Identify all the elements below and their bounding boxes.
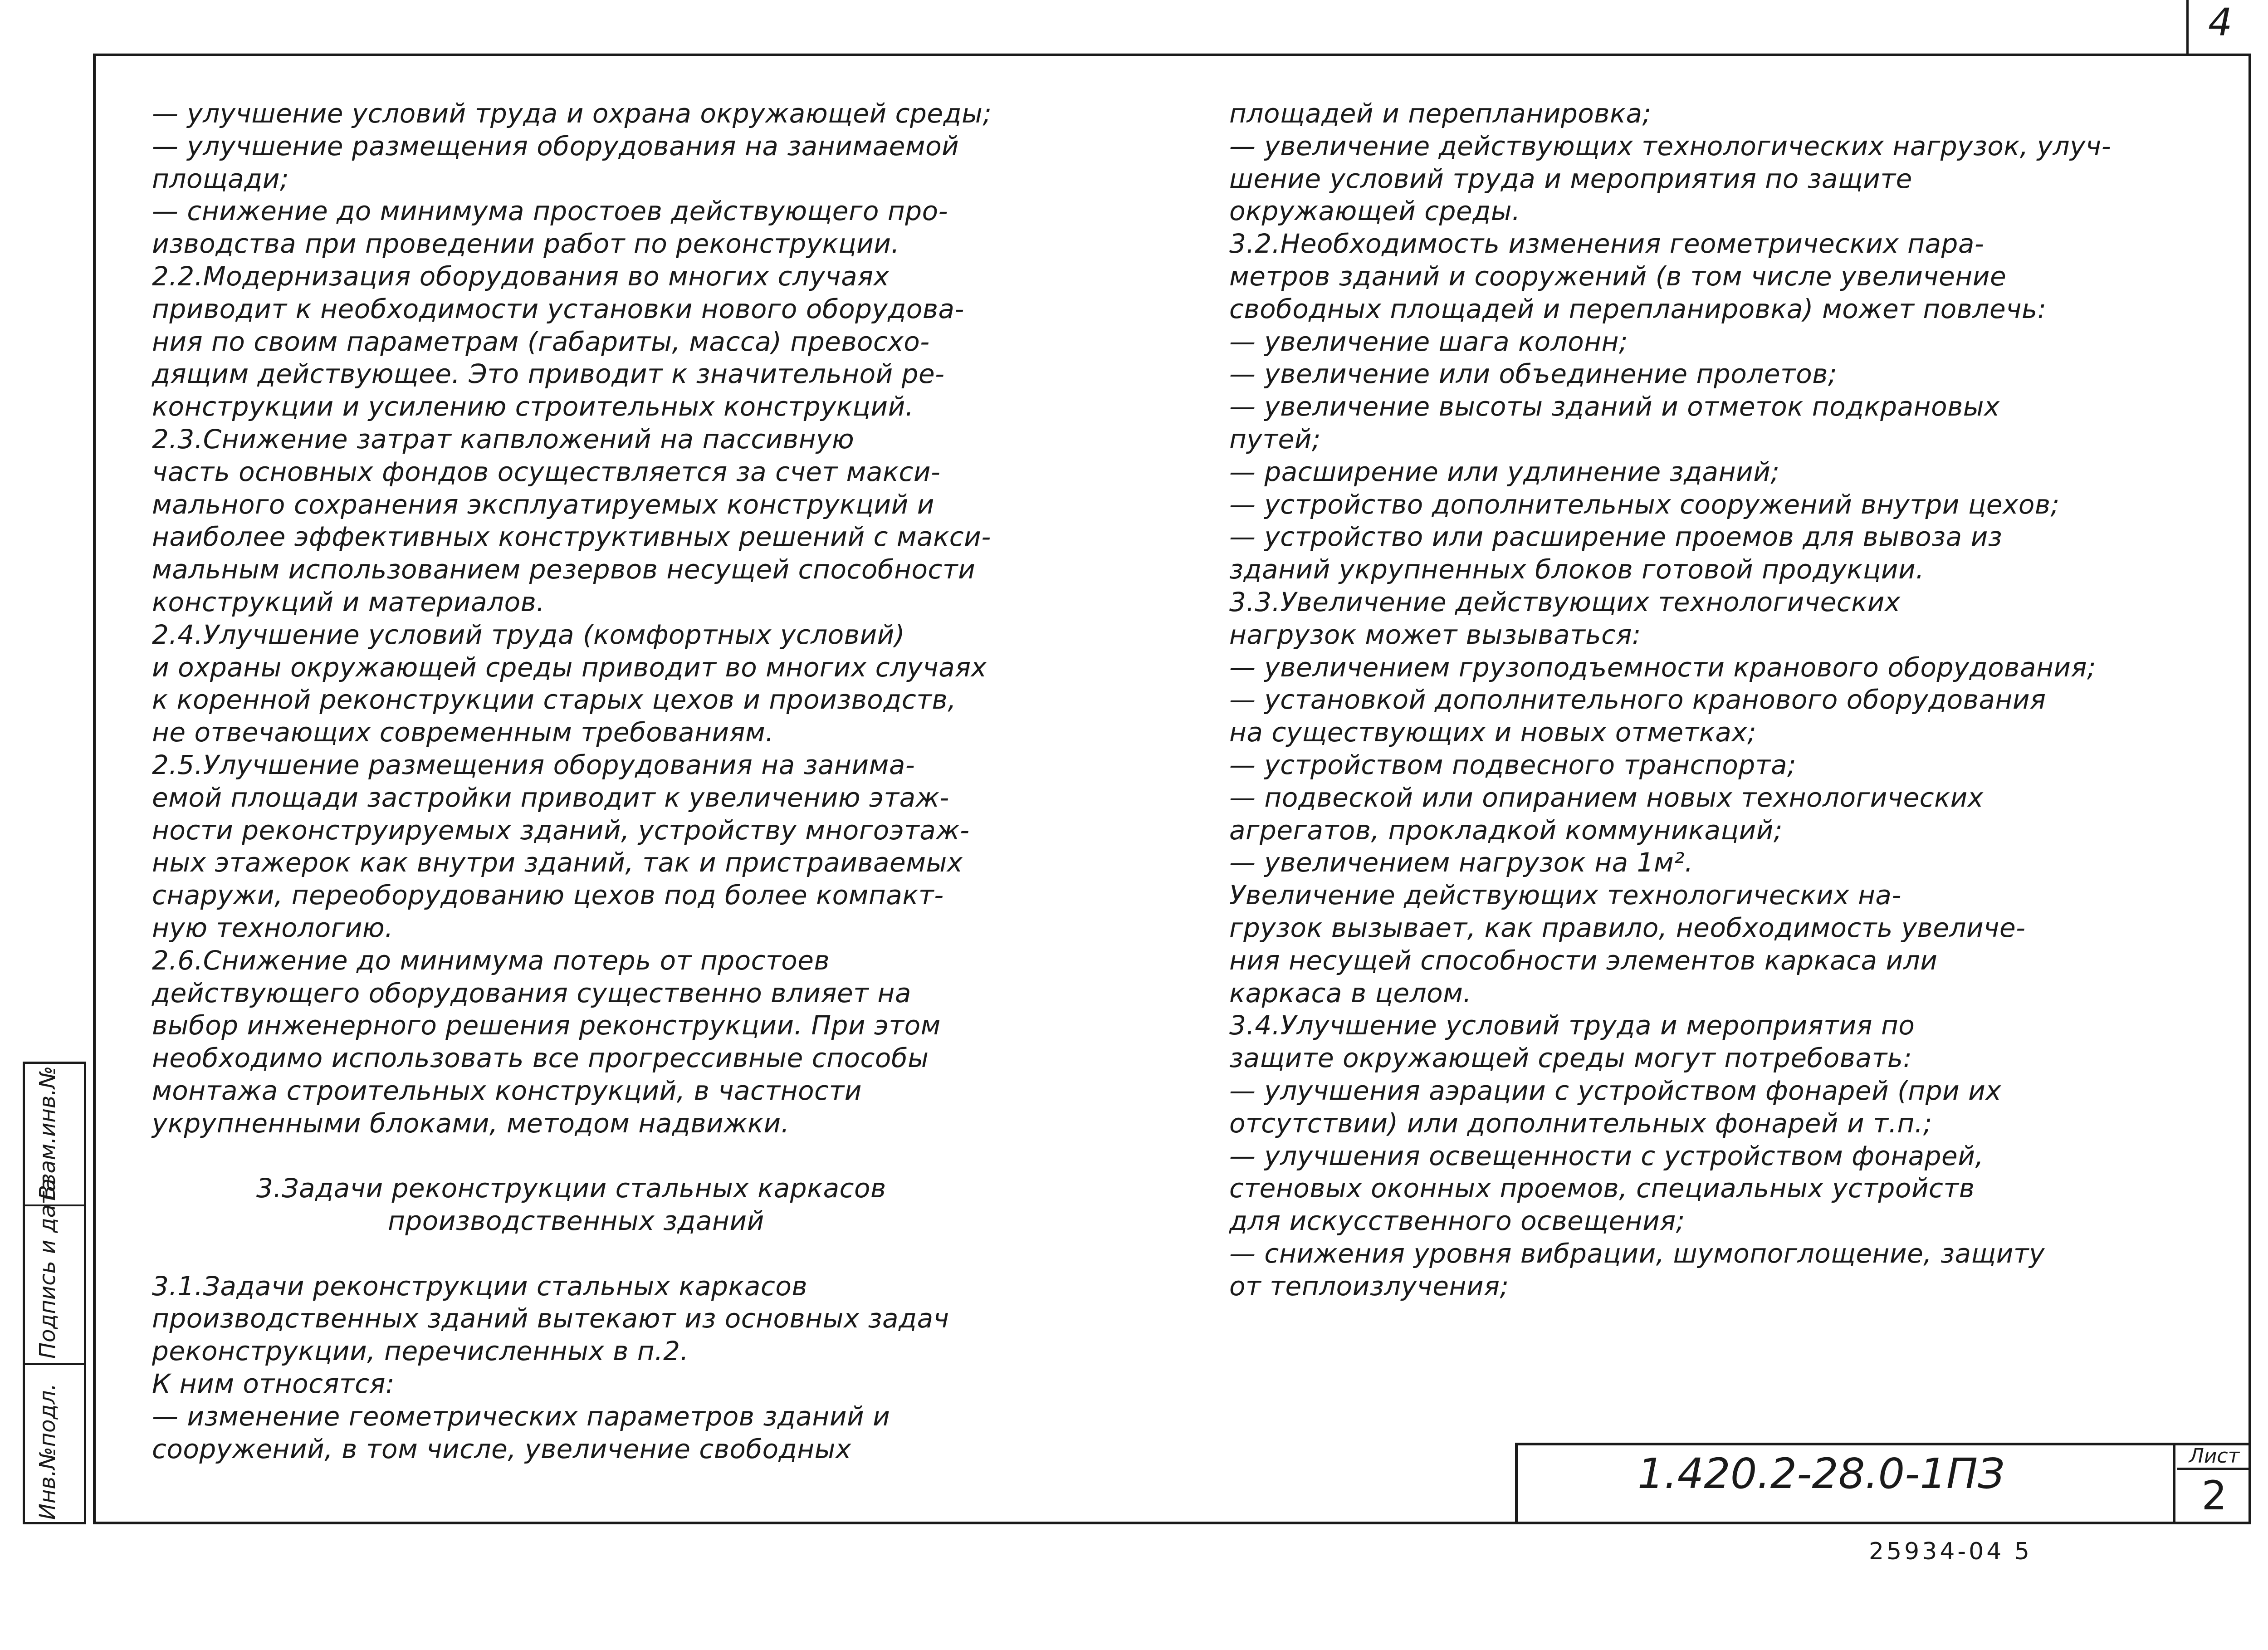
text-line: монтажа строительных конструкций, в частности xyxy=(152,1075,862,1106)
text-line: метров зданий и сооружений (в том числе увеличение xyxy=(1229,260,2007,292)
text-line: грузок вызывает, как правило, необходимость увеличе- xyxy=(1229,912,2026,943)
text-line: — улучшения аэрации с устройством фонарей (при их xyxy=(1229,1075,2002,1106)
text-line: наиболее эффективных конструктивных решений с макси- xyxy=(152,521,991,553)
text-line: на существующих и новых отметках; xyxy=(1229,717,1757,748)
text-line: изводства при проведении работ по реконструкции. xyxy=(152,228,900,259)
text-line: дящим действующее. Это приводит к значительной ре- xyxy=(152,358,945,390)
text-line: 2.2.Модернизация оборудования во многих случаях xyxy=(152,260,890,292)
sidebar-vzam-inv: Взам.инв.№ xyxy=(35,1066,60,1200)
text-line: от теплоизлучения; xyxy=(1229,1270,1509,1302)
text-line: свободных площадей и перепланировка) может повлечь: xyxy=(1229,293,2047,324)
text-line: к коренной реконструкции старых цехов и производств, xyxy=(152,684,957,715)
text-line: шение условий труда и мероприятия по защите xyxy=(1229,163,1912,194)
sidebar-divider xyxy=(25,1363,84,1365)
text-line: 3.2.Необходимость изменения геометрических пара- xyxy=(1229,228,1984,259)
text-line: — устройством подвесного транспорта; xyxy=(1229,749,1797,780)
section-heading-line1: 3.Задачи реконструкции стальных каркасов xyxy=(256,1173,886,1204)
text-line: — увеличение шага колонн; xyxy=(1229,326,1628,357)
text-line: ния по своим параметрам (габариты, масса) превосхо- xyxy=(152,326,930,357)
spacer xyxy=(152,1238,1109,1270)
corner-number: 4 xyxy=(2208,0,2233,44)
text-line: 3.3.Увеличение действующих технологических xyxy=(1229,586,1901,617)
text-line: конструкций и материалов. xyxy=(152,586,545,617)
spacer xyxy=(152,1140,1109,1173)
text-line: — улучшение размещения оборудования на занимаемой xyxy=(152,130,959,162)
text-line: каркаса в целом. xyxy=(1229,977,1472,1009)
text-line: приводит к необходимости установки нового оборудова- xyxy=(152,293,964,324)
text-line: ния несущей способности элементов каркаса или xyxy=(1229,945,1938,976)
right-column xyxy=(1229,98,2186,1302)
text-line: мальным использованием резервов несущей способности xyxy=(152,554,976,585)
text-line: отсутствии) или дополнительных фонарей и т.п.; xyxy=(1229,1107,1932,1139)
text-line: 2.5.Улучшение размещения оборудования на занима- xyxy=(152,749,915,780)
text-line: необходимо использовать все прогрессивные способы xyxy=(152,1043,929,1074)
text-line: действующего оборудования существенно влияет на xyxy=(152,977,911,1009)
text-line: путей; xyxy=(1229,423,1321,455)
text-line: зданий укрупненных блоков готовой продукции. xyxy=(1229,554,1925,585)
text-line: укрупненными блоками, методом надвижки. xyxy=(152,1107,790,1139)
footer-code: 25934-04 5 xyxy=(1869,1538,2032,1565)
approval-sidebar xyxy=(23,1062,86,1524)
text-line: — увеличение действующих технологических нагрузок, улуч- xyxy=(1229,130,2112,162)
text-line: площадей и перепланировка; xyxy=(1229,98,1652,129)
text-line: — увеличением грузоподъемности кранового оборудования; xyxy=(1229,651,2097,683)
text-line: сооружений, в том числе, увеличение свободных xyxy=(152,1433,851,1464)
text-line: стеновых оконных проемов, специальных устройств xyxy=(1229,1173,1975,1204)
text-line: 2.3.Снижение затрат капвложений на пассивную xyxy=(152,423,855,455)
text-line: 2.6.Снижение до минимума потерь от простоев xyxy=(152,945,830,976)
text-line: и охраны окружающей среды приводит во многих случаях xyxy=(152,651,987,683)
document-code: 1.420.2-28.0-1ПЗ xyxy=(1637,1449,2005,1498)
text-line: конструкции и усилению строительных конструкций. xyxy=(152,391,914,422)
text-line: — подвеской или опиранием новых технологических xyxy=(1229,782,1984,813)
text-line: реконструкции, перечисленных в п.2. xyxy=(152,1336,689,1367)
text-line: — улучшения освещенности с устройством фонарей, xyxy=(1229,1140,1984,1171)
text-line: — увеличение или объединение пролетов; xyxy=(1229,358,1838,390)
sheet-label: Лист xyxy=(2177,1443,2251,1470)
text-line: — изменение геометрических параметров зданий и xyxy=(152,1400,890,1432)
text-line: емой площади застройки приводит к увеличению этаж- xyxy=(152,782,949,813)
text-line: 3.4.Улучшение условий труда и мероприятия по xyxy=(1229,1010,1915,1041)
text-line: — снижение до минимума простоев действующего про- xyxy=(152,196,948,227)
section-heading-line2: производственных зданий xyxy=(388,1205,764,1237)
text-line: 3.1.Задачи реконструкции стальных каркасов xyxy=(152,1270,808,1302)
left-column-tail xyxy=(152,1270,1109,1466)
text-line: защите окружающей среды могут потребовать: xyxy=(1229,1043,1912,1074)
text-line: — увеличением нагрузок на 1м². xyxy=(1229,847,1693,878)
text-line: часть основных фондов осуществляется за счет макси- xyxy=(152,456,941,487)
text-line: нагрузок может вызываться: xyxy=(1229,619,1641,650)
text-line: ных этажерок как внутри зданий, так и пристраиваемых xyxy=(152,847,963,878)
text-line: — увеличение высоты зданий и отметок подкрановых xyxy=(1229,391,2000,422)
text-line: — устройство дополнительных сооружений внутри цехов; xyxy=(1229,489,2060,520)
text-line: — расширение или удлинение зданий; xyxy=(1229,456,1780,487)
right-column-lines xyxy=(1229,98,2186,1302)
text-line: не отвечающих современным требованиям. xyxy=(152,717,774,748)
text-line: 2.4.Улучшение условий труда (комфортных условий) xyxy=(152,619,905,650)
left-column-lines xyxy=(152,98,1109,1140)
text-line: агрегатов, прокладкой коммуникаций; xyxy=(1229,814,1783,846)
text-line: окружающей среды. xyxy=(1229,196,1520,227)
text-line: для искусственного освещения; xyxy=(1229,1205,1685,1237)
text-line: производственных зданий вытекают из основных задач xyxy=(152,1303,949,1334)
text-line: ную технологию. xyxy=(152,912,394,943)
text-line: Увеличение действующих технологических на- xyxy=(1229,880,1901,911)
text-line: К ним относятся: xyxy=(152,1368,395,1400)
text-line: мального сохранения эксплуатируемых конструкций и xyxy=(152,489,934,520)
text-line: снаружи, переоборудованию цехов под более компакт- xyxy=(152,880,944,911)
text-line: выбор инженерного решения реконструкции. При этом xyxy=(152,1010,941,1041)
sidebar-inv-podl: Инв.№подл. xyxy=(35,1383,60,1520)
sheet-number: 2 xyxy=(2201,1472,2227,1519)
text-line: — устройство или расширение проемов для вывоза из xyxy=(1229,521,2003,553)
left-column xyxy=(152,98,1109,1465)
sidebar-podpis-data: Подпись и дата xyxy=(35,1178,60,1359)
text-line: — снижения уровня вибрации, шумопоглощение, защиту xyxy=(1229,1238,2045,1269)
text-line: площади; xyxy=(152,163,289,194)
text-line: — установкой дополнительного кранового оборудования xyxy=(1229,684,2046,715)
text-line: ности реконструируемых зданий, устройству многоэтаж- xyxy=(152,814,970,846)
text-line: — улучшение условий труда и охрана окружающей среды; xyxy=(152,98,992,129)
